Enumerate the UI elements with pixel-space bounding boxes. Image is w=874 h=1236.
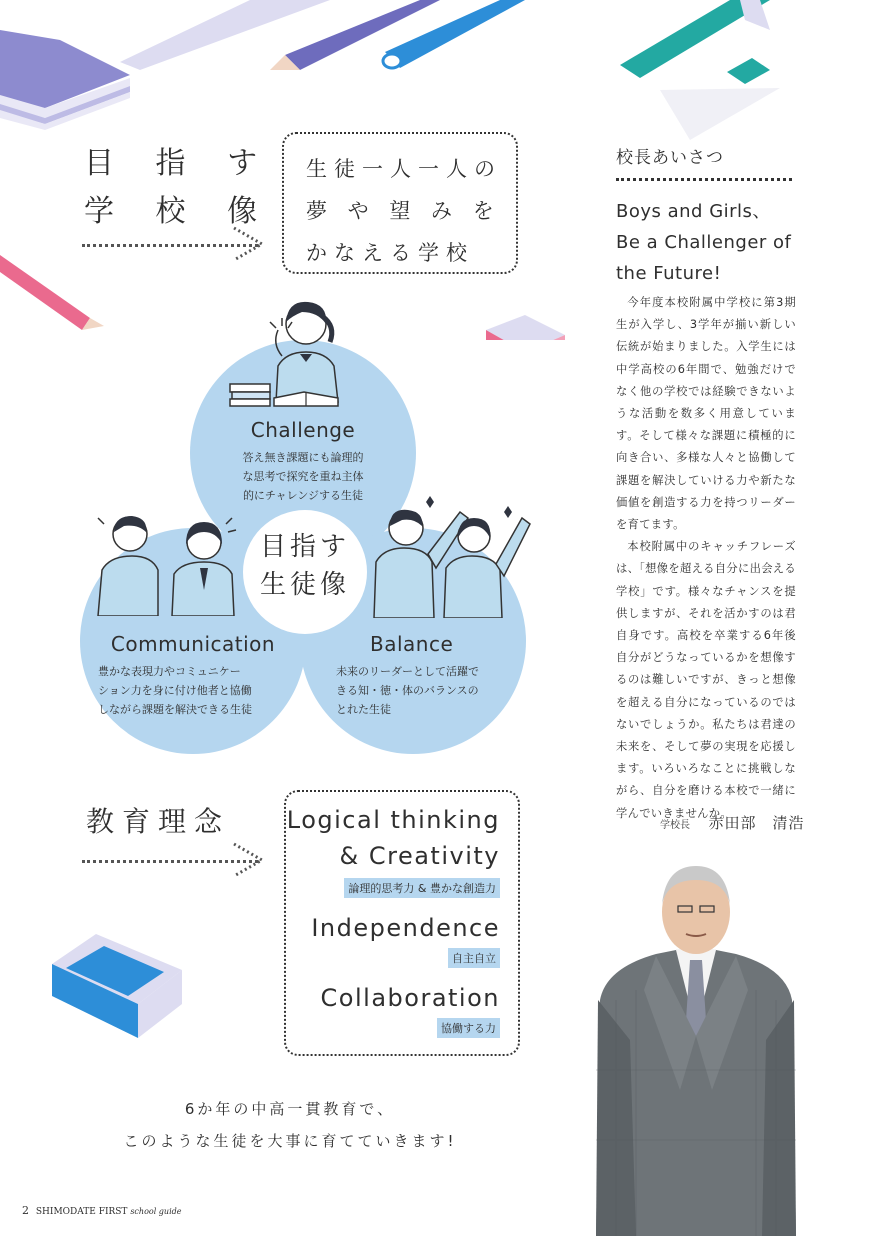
vision-heading-line1: 目 指 す (84, 146, 274, 181)
challenge-block (203, 418, 403, 505)
challenge-desc (203, 448, 403, 505)
closing-line1: 6か年の中高一貫教育で、 (184, 1100, 396, 1118)
balance-desc (336, 662, 506, 719)
footer-guide: school guide (130, 1207, 182, 1216)
venn-center-line: 生徒像 (259, 570, 350, 600)
balance-title: Balance (370, 632, 454, 656)
paper-stack-icon (0, 30, 130, 130)
vision-box (282, 132, 518, 274)
page-number: 2 (22, 1204, 29, 1217)
challenge-desc-line: 的にチャレンジする生徒 (242, 489, 364, 502)
footer-brand: SHIMODATE FIRST (35, 1207, 128, 1217)
greeting-divider (616, 178, 792, 181)
greeting-body (616, 292, 796, 825)
greeting-english-line: Boys and Girls、 (616, 201, 771, 222)
greeting-paragraph: 本校附属中のキャッチフレーズは、「想像を超える自分に出会える学校」です。様々なチャンスを提供しますが、それを活かすのは君自身です。高校を卒業する6年後自分がどうなっているかを想像するのは難しいですが、きっと想像を超える自分になっているのではないでしょうか。私たちは君達の未来を、そして夢の実現を応援します。いろいろなことに挑戦しながら、自分を磨ける本校で一緒に学んでいきませんか。 (616, 540, 796, 820)
communication-desc-line: 豊かな表現力やコミュニケー (98, 665, 241, 678)
vision-heading-line2: 学 校 像 (84, 194, 274, 229)
communication-desc (98, 662, 288, 719)
principal-photo (596, 850, 796, 1236)
communication-desc-line: しながら課題を解決できる生徒 (98, 703, 252, 716)
vision-line: かなえる学校 (306, 241, 474, 265)
challenge-title: Challenge (250, 418, 356, 442)
greeting-english-line: Be a Challenger of (616, 232, 792, 253)
philosophy-item-en: Logical thinking (286, 806, 500, 834)
challenge-desc-line: な思考で探究を重ね主体 (242, 470, 364, 483)
arrow-head-icon (232, 842, 266, 878)
vision-line: 生徒一人一人の (306, 157, 502, 181)
greeting-title: 校長あいさつ (616, 148, 724, 168)
teal-ribbon-icon (620, 0, 780, 140)
closing-line2: このような生徒を大事に育てていきます! (123, 1132, 457, 1150)
eraser-icon (486, 315, 565, 340)
communication-block (98, 632, 288, 719)
students-talking-illustration (94, 510, 244, 616)
challenge-desc-line: 答え無き課題にも論理的 (242, 451, 364, 464)
blue-eraser-icon (46, 930, 188, 1042)
communication-title: Communication (110, 632, 276, 656)
philosophy-box (284, 790, 520, 1056)
philosophy-item-en: & Creativity (339, 842, 500, 870)
balance-desc-line: とれた生徒 (336, 703, 391, 716)
principal-name: 赤田部 清浩 (708, 814, 805, 832)
arrow-head-icon (232, 226, 266, 262)
philosophy-item-en: Independence (311, 914, 500, 942)
principal-role: 学校長 (660, 820, 690, 831)
vision-line: 夢 や 望 み を (306, 199, 501, 223)
communication-desc-line: ション力を身に付け他者と協働 (98, 684, 252, 697)
pink-pencil-icon (0, 255, 104, 330)
students-raising-hands-illustration (372, 492, 542, 618)
philosophy-heading: 教育理念 (86, 805, 231, 838)
philosophy-item-tag: 論理的思考力 & 豊かな創造力 (344, 878, 500, 898)
balance-desc-line: きる知・徳・体のバランスの (336, 684, 479, 697)
balance-block (336, 632, 506, 719)
balance-desc-line: 未来のリーダーとして活躍で (336, 665, 479, 678)
vision-heading (84, 140, 273, 236)
greeting-paragraph: 今年度本校附属中学校に第3期生が入学し、3学年が揃い新しい伝統が始まりました。入学生には中学高校の6年間で、勉強だけでなく他の学校では経験できないような活動を数多く用意しています。そして様々な課題に積極的に向き合い、多様な人々と協働して課題を解決していける力や新たな価値を創造する力を持つリーダーを育てます。 (616, 296, 796, 532)
page-footer (22, 1204, 182, 1217)
venn-center-label (243, 528, 367, 604)
philosophy-item-en: Collaboration (320, 984, 500, 1012)
greeting-english (616, 196, 806, 289)
greeting-english-line: the Future! (616, 263, 722, 284)
venn-center-line: 目指す (259, 532, 350, 562)
philosophy-item-tag: 協働する力 (437, 1018, 500, 1038)
philosophy-item-tag: 自主自立 (448, 948, 500, 968)
principal-signature (660, 812, 804, 833)
student-reading-illustration (226, 296, 376, 414)
